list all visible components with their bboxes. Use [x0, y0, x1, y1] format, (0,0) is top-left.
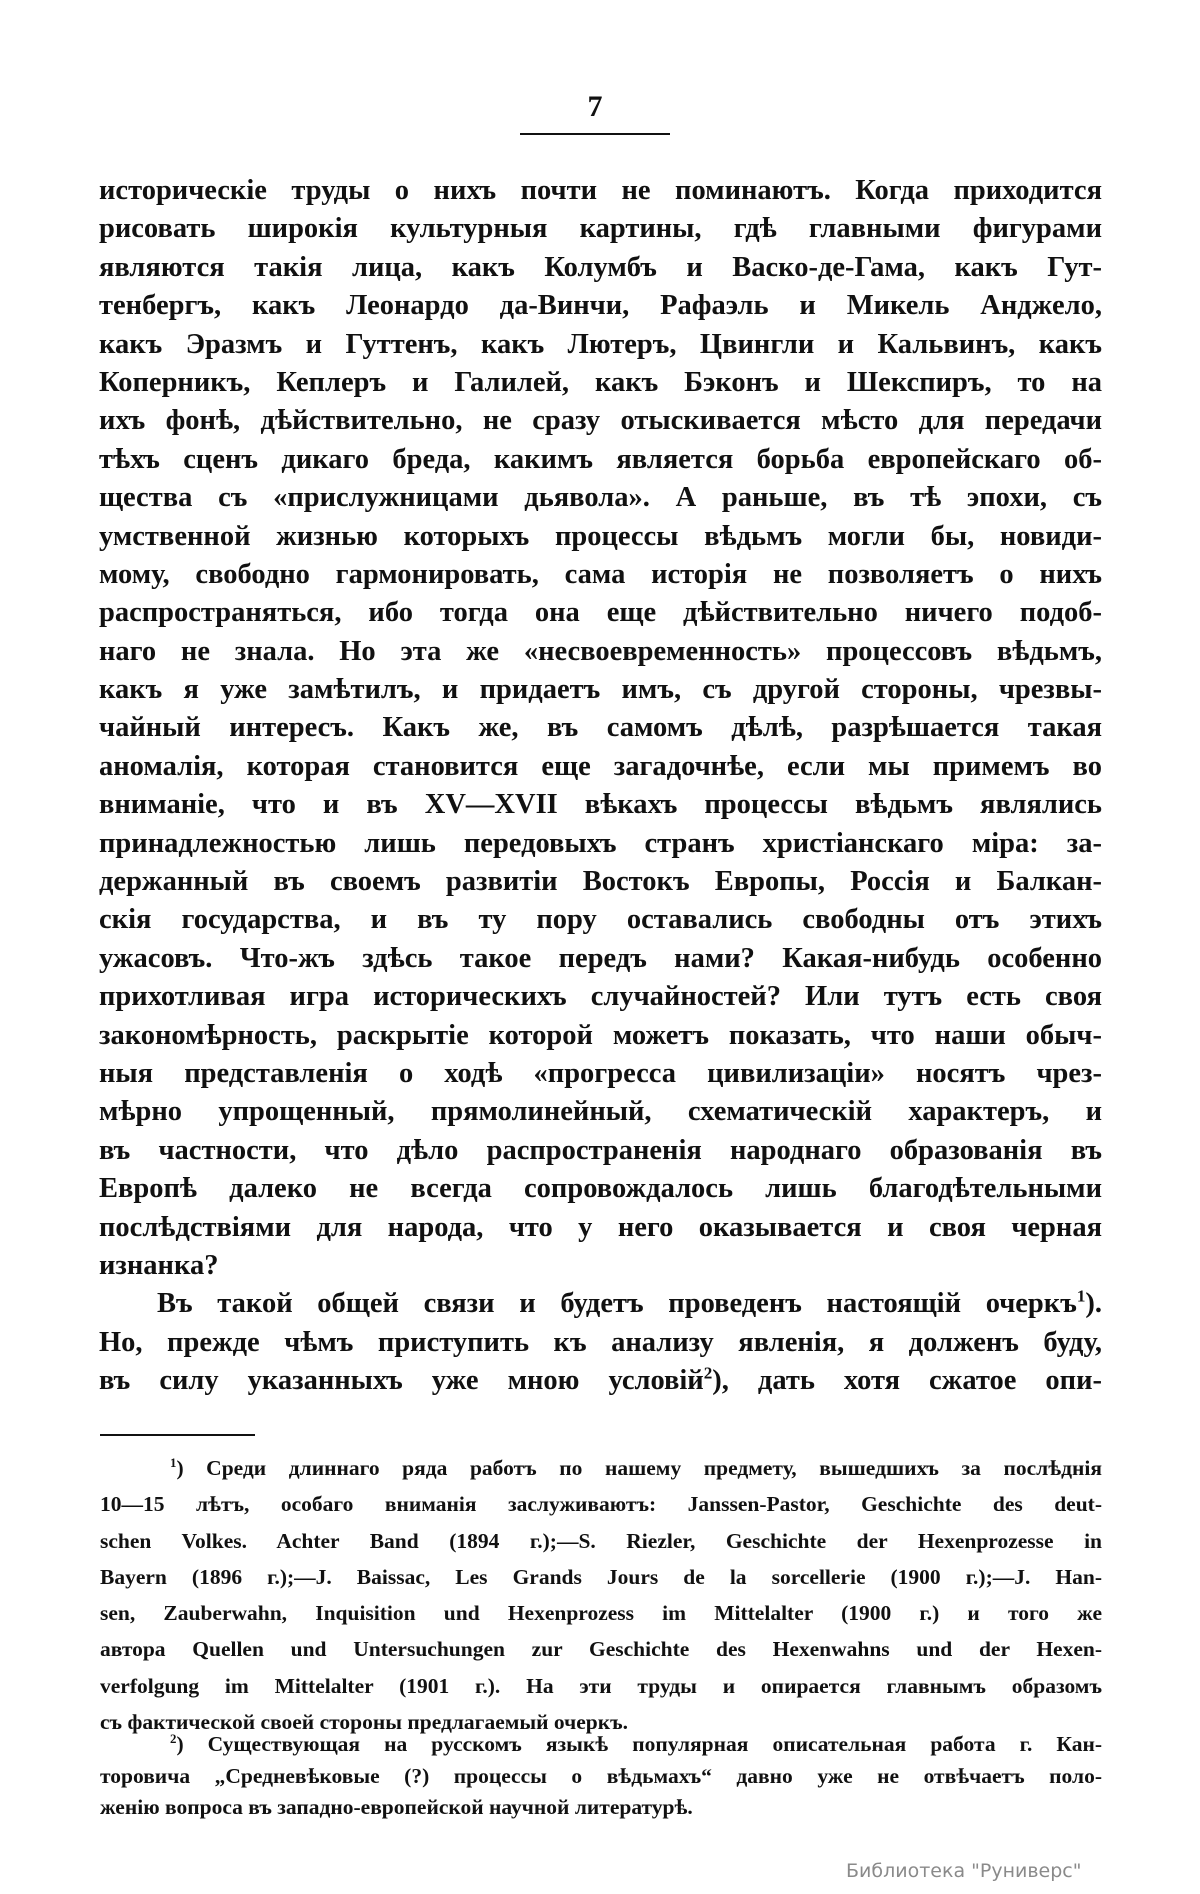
text-line: умственной жизнью которыхъ процессы вѣдьмъ могли бы, новиди- [99, 520, 1102, 552]
text: ), дать хотя сжатое опи- [712, 1365, 1102, 1397]
footnote-ref[interactable]: 1 [1076, 1286, 1086, 1306]
footnote-line: женiю вопроса въ западно-европейской научной литературѣ. [100, 1795, 693, 1819]
text-line: чайный интересъ. Какъ же, въ самомъ дѣлѣ, разрѣшается такая [99, 712, 1102, 744]
footnote-2 [100, 1729, 1102, 1824]
text-line [99, 1362, 1102, 1400]
footnote-line: 10—15 лѣтъ, особаго вниманiя заслуживаютъ: Janssen-Pastor, Geschichte des deut- [100, 1492, 1102, 1517]
text-line: распространяться, ибо тогда она еще дѣйствительно ничего подоб- [99, 597, 1102, 629]
text-line: Но, прежде чѣмъ приступить къ анализу явленiя, я долженъ буду, [99, 1326, 1102, 1358]
text: ) Среди длиннаго ряда работъ по нашему предмету, вышедшихъ за послѣднiя [176, 1456, 1102, 1480]
text-line: какъ Эразмъ и Гуттенъ, какъ Лютеръ, Цвингли и Кальвинъ, какъ [99, 328, 1102, 360]
footnote-line: verfolgung im Mittelalter (1901 г.). На эти труды и опирается главнымъ образомъ [100, 1673, 1102, 1698]
text-line: держанный въ своемъ развитiи Востокъ Европы, Россiя и Балкан- [99, 866, 1102, 898]
footnote-line: schen Volkes. Achter Band (1894 г.);—S. Riezler, Geschichte der Hexenprozesse in [100, 1528, 1102, 1553]
footnote-line [100, 1450, 1102, 1486]
text-line: послѣдствiями для народа, что у него оказывается и своя черная [99, 1211, 1102, 1243]
text-line: скiя государства, и въ ту пору оставались свободны отъ этихъ [99, 904, 1102, 936]
text-line: историческiе труды о нихъ почти не поминаютъ. Когда приходится [99, 175, 1102, 206]
footnote-ref[interactable]: 2 [703, 1363, 713, 1383]
footnote-line: съ фактической своей стороны предлагаемый очеркъ. [100, 1710, 629, 1735]
footnote-line: торовича „Средневѣковые (?) процессы о вѣдьмахъ“ давно уже не отвѣчаетъ поло- [100, 1763, 1102, 1788]
text-line: закономѣрность, раскрытiе которой можетъ показать, что наши обыч- [99, 1019, 1102, 1051]
text-line: какъ я уже замѣтилъ, и придаетъ имъ, съ другой стороны, чрезвы- [99, 674, 1102, 706]
text: Въ такой общей связи и будетъ проведенъ настоящiй очеркъ [157, 1288, 1077, 1320]
text-line: рисовать широкiя культурныя картины, гдѣ главными фигурами [99, 213, 1102, 245]
text: ). [1085, 1288, 1102, 1320]
paragraph-1 [99, 172, 1102, 1285]
page-number-rule [520, 133, 670, 135]
text-line: тѣхъ сценъ дикаго бреда, какимъ является борьба европейскаго об- [99, 443, 1102, 475]
text-line: наго не знала. Но эта же «несвоевременность» процессовъ вѣдьмъ, [99, 635, 1102, 667]
footnote-line: автора Quellen und Untersuchungen zur Geschichte des Hexenwahns und der Hexen- [100, 1637, 1102, 1662]
text-line: Европѣ далеко не всегда сопровождалось лишь благодѣтельными [99, 1173, 1102, 1205]
text-line: мому, свободно гармонировать, сама исторiя не позволяетъ о нихъ [99, 558, 1102, 590]
paragraph-2 [99, 1285, 1102, 1400]
text-line: изнанка? [99, 1249, 219, 1281]
text: ) Существующая на русскомъ языкѣ популярная описательная работа г. Кан- [176, 1732, 1102, 1756]
text-line: прихотливая игра историческихъ случайностей? Или тутъ есть своя [99, 981, 1102, 1013]
text-line: тенбергъ, какъ Леонардо да-Винчи, Рафаэль и Микель Анджело, [99, 290, 1102, 322]
footnote-marker: 1 [170, 1455, 177, 1470]
text-line: Коперникъ, Кеплеръ и Галилей, какъ Бэконъ и Шекспиръ, то на [99, 366, 1102, 398]
watermark: Библиотека "Руниверс" [846, 1860, 1082, 1882]
text-line: являются такiя лица, какъ Колумбъ и Васко-де-Гама, какъ Гут- [99, 251, 1102, 283]
text-line: мѣрно упрощенный, прямолинейный, схематическiй характеръ, и [99, 1096, 1102, 1128]
text-line: аномалiя, которая становится еще загадочнѣе, если мы примемъ во [99, 750, 1102, 782]
footnote-line: sen, Zauberwahn, Inquisition und Hexenprozess im Mittelalter (1900 г.) и того же [100, 1601, 1102, 1626]
text-line: вниманiе, что и въ XV—XVII вѣкахъ процессы вѣдьмъ являлись [99, 789, 1102, 821]
footnote-line [100, 1729, 1102, 1761]
footnote-1 [100, 1450, 1102, 1740]
text-line: ныя представленiя о ходѣ «прогресса цивилизацiи» носятъ чрез- [99, 1057, 1102, 1089]
text-line [99, 1285, 1102, 1323]
page-number: 7 [587, 90, 603, 123]
footnote-marker: 2 [170, 1731, 177, 1746]
text: въ силу указанныхъ уже мною условiй [99, 1365, 704, 1397]
text-line: принадлежностью лишь передовыхъ странъ христiанскаго мiра: за- [99, 827, 1102, 859]
text-line: въ частности, что дѣло распространенiя народнаго образованiя въ [99, 1134, 1102, 1166]
main-text [99, 172, 1102, 1401]
text-line: щества съ «прислужницами дьявола». А раньше, въ тѣ эпохи, съ [99, 482, 1102, 514]
text-line: ужасовъ. Что-жъ здѣсь такое передъ нами? Какая-нибудь особенно [99, 942, 1102, 974]
footnote-line: Bayern (1896 г.);—J. Baissac, Les Grands Jours de la sorcellerie (1900 г.);—J. Han- [100, 1564, 1102, 1589]
text-line: ихъ фонѣ, дѣйствительно, не сразу отыскивается мѣсто для передачи [99, 405, 1102, 437]
footnote-separator [100, 1434, 255, 1436]
